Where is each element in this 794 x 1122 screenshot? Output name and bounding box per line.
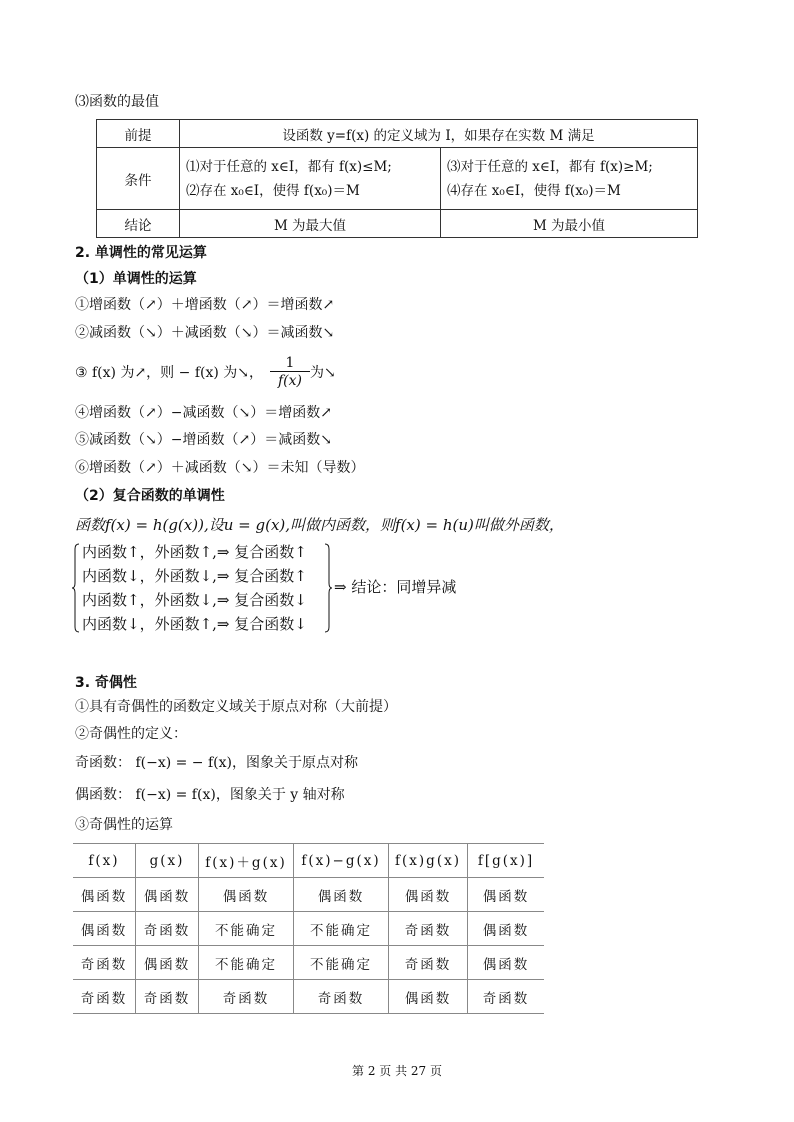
table-cell: 不能确定: [199, 912, 294, 946]
parity-table: [73, 843, 544, 1014]
rule-line: ⑤减函数（↘）−增函数（↗）＝减函数↘: [75, 432, 332, 448]
table-cell: 不能确定: [294, 946, 389, 980]
page-footer: 第 2 页 共 27 页: [352, 1064, 442, 1078]
table-cell: 奇函数: [468, 980, 545, 1014]
table-cell: 偶函数: [136, 878, 199, 912]
fraction-denominator: f(x): [270, 371, 310, 390]
composite-case: 内函数↑，外函数↓,⇒ 复合函数↓: [82, 591, 307, 609]
table-cell: 奇函数: [199, 980, 294, 1014]
table-cell: 偶函数: [73, 878, 136, 912]
composite-definition: 函数f(x) = h(g(x)),设u = g(x),叫做内函数，则f(x) = h(u)叫做外函数，: [75, 516, 564, 534]
table-row: [73, 946, 544, 980]
table-cell: 偶函数: [468, 946, 545, 980]
condition-text: ⑶对于任意的 x∈I，都有 f(x)≥M;: [447, 158, 653, 175]
table-cell: 偶函数: [73, 912, 136, 946]
table-cell: 奇函数: [389, 946, 468, 980]
table-cell: 奇函数: [73, 980, 136, 1014]
composite-case: 内函数↓，外函数↑,⇒ 复合函数↓: [82, 615, 307, 633]
condition-text: ⑷存在 x₀∈I，使得 f(x₀)＝M: [447, 182, 621, 199]
table-cell: 前提: [97, 120, 180, 148]
table-cell: 偶函数: [468, 878, 545, 912]
rule-line: 为↘: [310, 365, 336, 381]
table-cell: 奇函数: [136, 912, 199, 946]
table-cell: 偶函数: [199, 878, 294, 912]
table-header-cell: f[g(x)]: [468, 844, 545, 878]
table-cell: 奇函数: [73, 946, 136, 980]
table-cell: 奇函数: [136, 980, 199, 1014]
table-cell: M 为最大值: [180, 210, 441, 238]
parity-item: ①具有奇偶性的函数定义域关于原点对称（大前提）: [75, 699, 397, 715]
table-header-cell: g(x): [136, 844, 199, 878]
composite-conclusion: ⇒ 结论：同增异减: [334, 578, 457, 596]
fraction-numerator: 1: [285, 355, 295, 371]
table-cell: 结论: [97, 210, 180, 238]
parity-item: ②奇偶性的定义：: [75, 726, 187, 742]
table-cell: [441, 148, 698, 210]
table-row: [73, 980, 544, 1014]
left-brace-icon: [72, 543, 80, 633]
table-header-cell: f(x): [73, 844, 136, 878]
rule-line: ①增函数（↗）＋增函数（↗）＝增函数↗: [75, 297, 335, 313]
table-cell: 偶函数: [468, 912, 545, 946]
even-definition: 偶函数： f(−x) = f(x)，图象关于 y 轴对称: [75, 787, 345, 803]
subsection-heading: （1）单调性的运算: [75, 271, 197, 287]
condition-text: ⑴对于任意的 x∈I，都有 f(x)≤M;: [186, 158, 392, 175]
fraction: [270, 355, 310, 390]
section-heading: 2. 单调性的常见运算: [75, 245, 207, 261]
table-cell: 条件: [97, 148, 180, 210]
table-cell: [180, 148, 441, 210]
table-cell: 偶函数: [389, 980, 468, 1014]
table-cell: 偶函数: [136, 946, 199, 980]
table-row: [73, 912, 544, 946]
table-cell: 设函数 y=f(x) 的定义域为 I，如果存在实数 M 满足: [180, 120, 698, 148]
table-cell: 不能确定: [199, 946, 294, 980]
table-cell: 偶函数: [294, 878, 389, 912]
rule-line: ⑥增函数（↗）＋减函数（↘）＝未知（导数）: [75, 460, 365, 476]
extrema-table: [96, 119, 698, 238]
section-title-extrema: ⑶函数的最值: [75, 94, 159, 110]
composite-case: 内函数↓，外函数↓,⇒ 复合函数↑: [82, 567, 307, 585]
table-cell: 奇函数: [294, 980, 389, 1014]
composite-case: 内函数↑，外函数↑,⇒ 复合函数↑: [82, 543, 307, 561]
right-brace-icon: [324, 543, 332, 633]
condition-text: ⑵存在 x₀∈I，使得 f(x₀)＝M: [186, 182, 360, 199]
table-header-cell: f(x)−g(x): [294, 844, 389, 878]
rule-line: ③ f(x) 为↗，则 − f(x) 为↘，: [75, 365, 263, 381]
table-header-cell: f(x)＋g(x): [199, 844, 294, 878]
subsection-heading: （2）复合函数的单调性: [75, 488, 225, 504]
table-cell: 奇函数: [389, 912, 468, 946]
odd-definition: 奇函数： f(−x) = − f(x)，图象关于原点对称: [75, 755, 358, 771]
rule-line: ②减函数（↘）＋减函数（↘）＝减函数↘: [75, 325, 335, 341]
table-cell: 偶函数: [389, 878, 468, 912]
table-cell: 不能确定: [294, 912, 389, 946]
table-cell: M 为最小值: [441, 210, 698, 238]
table-header-cell: f(x)g(x): [389, 844, 468, 878]
parity-item: ③奇偶性的运算: [75, 817, 173, 833]
rule-line: ④增函数（↗）−减函数（↘）＝增函数↗: [75, 405, 332, 421]
section-heading: 3. 奇偶性: [75, 675, 137, 691]
table-row: [73, 878, 544, 912]
